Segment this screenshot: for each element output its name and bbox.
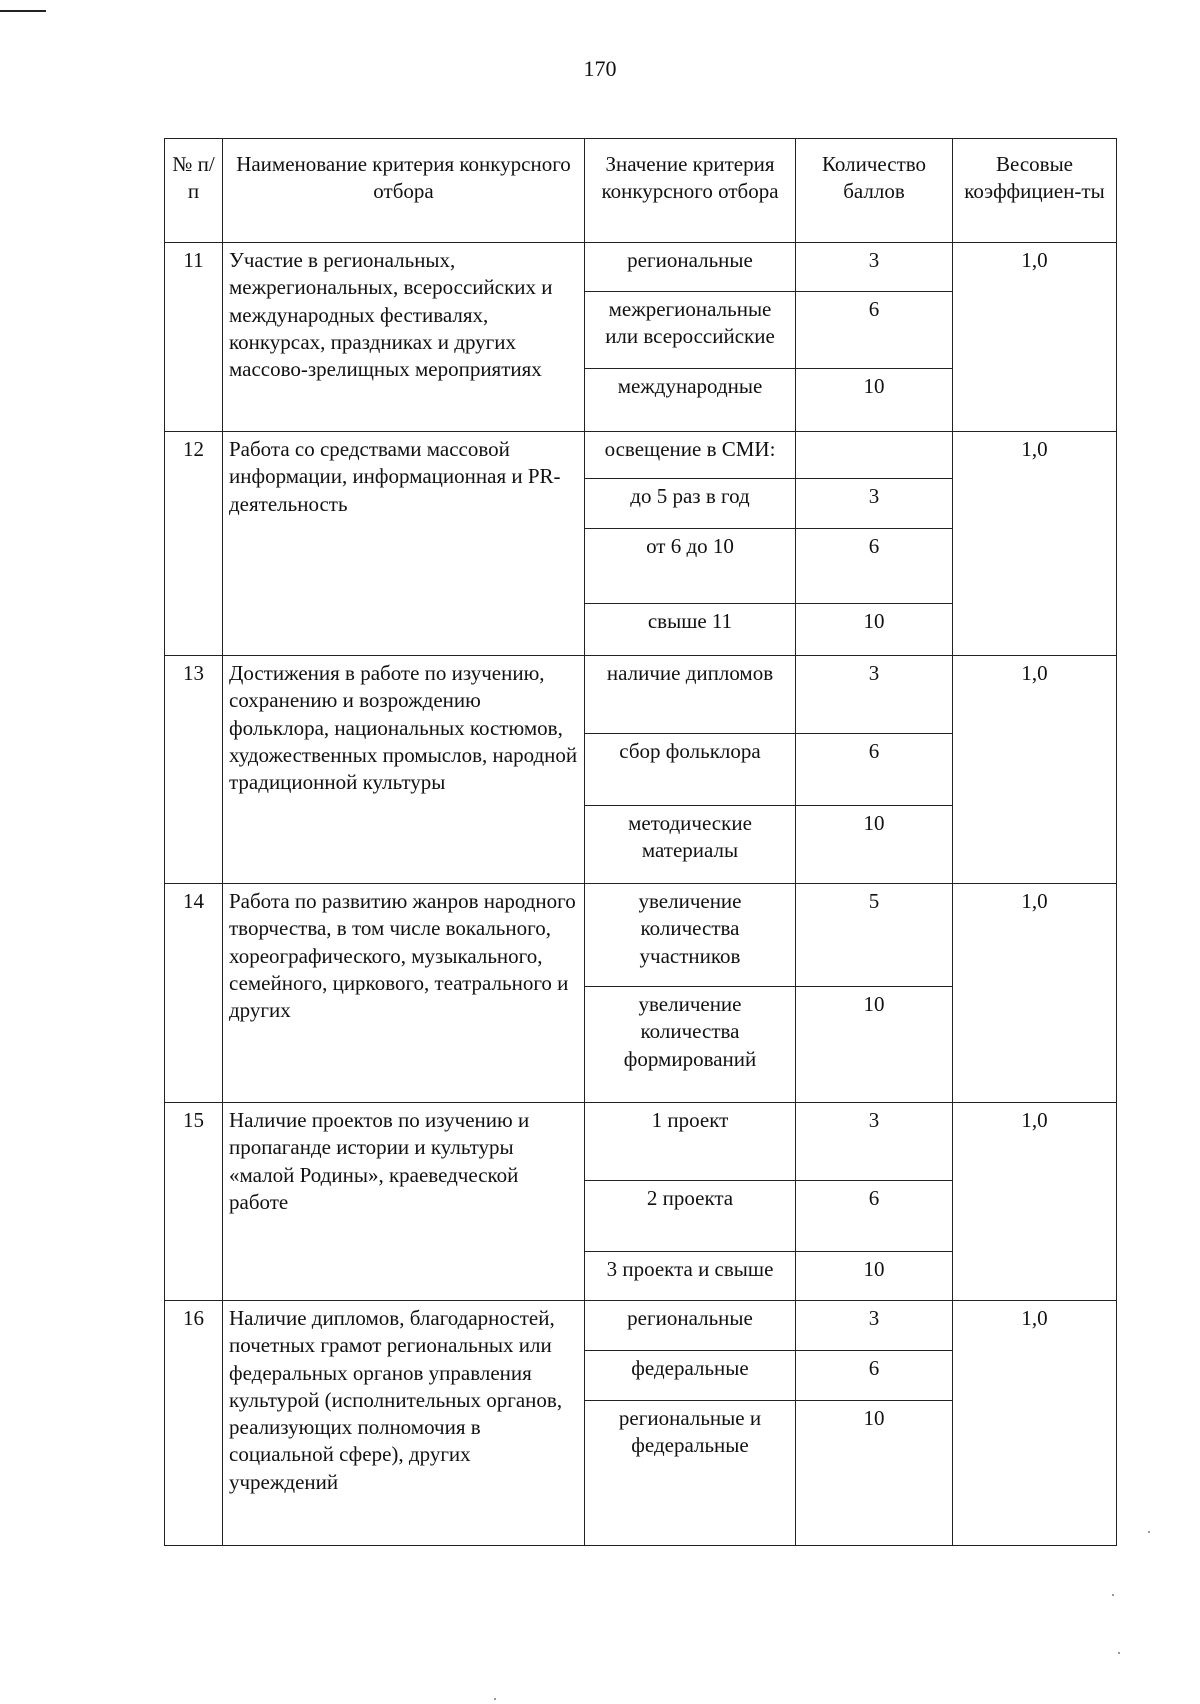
header-weight: Весовые коэффициен-ты [953,139,1117,243]
criterion-value: 1 проект [585,1103,796,1181]
table-header-row [165,139,1117,243]
criterion-value: региональные [585,1301,796,1351]
table-row [165,432,1117,479]
scan-speck [1148,1531,1150,1533]
criterion-value: 2 проекта [585,1181,796,1252]
criterion-name: Достижения в работе по изучению, сохранению и возрождению фольклора, национальных костюмов, художественных промыслов, народной традиционной культуры [223,656,585,884]
criterion-points: 3 [796,1301,953,1351]
criterion-value: сбор фольклора [585,734,796,806]
table-row [165,656,1117,734]
criterion-points: 3 [796,1103,953,1181]
criterion-value: федеральные [585,1351,796,1401]
header-value: Значение критерия конкурсного отбора [585,139,796,243]
header-name: Наименование критерия конкурсного отбора [223,139,585,243]
criterion-value: международные [585,369,796,432]
criterion-value-intro: освещение в СМИ: [585,432,796,479]
scan-speck [1112,1594,1114,1596]
weight-coefficient: 1,0 [953,656,1117,884]
criterion-points-empty [796,432,953,479]
weight-coefficient: 1,0 [953,432,1117,656]
criterion-points: 5 [796,884,953,987]
table-row [165,1301,1117,1351]
table-row [165,243,1117,292]
criterion-value: увеличение количества участников [585,884,796,987]
page-number: 170 [583,56,617,81]
criterion-points: 3 [796,479,953,529]
criterion-name: Наличие проектов по изучению и пропаганде истории и культуры «малой Родины», краеведческой работе [223,1103,585,1301]
row-number: 11 [165,243,223,432]
criterion-points: 10 [796,369,953,432]
criterion-name: Работа со средствами массовой информации, информационная и PR-деятельность [223,432,585,656]
criterion-name: Участие в региональных, межрегиональных, всероссийских и международных фестивалях, конкурсах, праздниках и других массово-зрелищных мероприятиях [223,243,585,432]
scan-speck [1118,1652,1120,1654]
scan-speck [494,1698,496,1700]
criterion-points: 10 [796,806,953,884]
criterion-points: 10 [796,1252,953,1301]
criterion-value: до 5 раз в год [585,479,796,529]
table-row [165,1103,1117,1181]
criterion-value: от 6 до 10 [585,529,796,604]
weight-coefficient: 1,0 [953,243,1117,432]
header-num: № п/п [165,139,223,243]
criterion-points: 6 [796,529,953,604]
row-number: 16 [165,1301,223,1546]
criterion-value: методические материалы [585,806,796,884]
weight-coefficient: 1,0 [953,1301,1117,1546]
criterion-value: наличие дипломов [585,656,796,734]
row-number: 12 [165,432,223,656]
criterion-value: региональные [585,243,796,292]
criterion-name: Работа по развитию жанров народного творчества, в том числе вокального, хореографического, музыкального, семейного, циркового, театрального и других [223,884,585,1103]
table-row [165,884,1117,987]
weight-coefficient: 1,0 [953,884,1117,1103]
criterion-value: свыше 11 [585,604,796,656]
criterion-value: межрегиональные или всероссийские [585,292,796,369]
criterion-points: 10 [796,987,953,1103]
criterion-value: увеличение количества формирований [585,987,796,1103]
criterion-points: 6 [796,1351,953,1401]
row-number: 14 [165,884,223,1103]
weight-coefficient: 1,0 [953,1103,1117,1301]
row-number: 13 [165,656,223,884]
criterion-value: 3 проекта и свыше [585,1252,796,1301]
criterion-points: 6 [796,734,953,806]
criteria-table [164,138,1117,1546]
row-number: 15 [165,1103,223,1301]
criterion-points: 3 [796,656,953,734]
criterion-points: 10 [796,604,953,656]
criterion-points: 6 [796,292,953,369]
criterion-name: Наличие дипломов, благодарностей, почетных грамот региональных или федеральных органов управления культурой (исполнительных органов, реализующих полномочия в социальной сфере), других учреждений [223,1301,585,1546]
scan-corner-mark [0,0,46,12]
header-points: Количество баллов [796,139,953,243]
criterion-points: 6 [796,1181,953,1252]
criterion-points: 3 [796,243,953,292]
criterion-value: региональные и федеральные [585,1401,796,1546]
criterion-points: 10 [796,1401,953,1546]
